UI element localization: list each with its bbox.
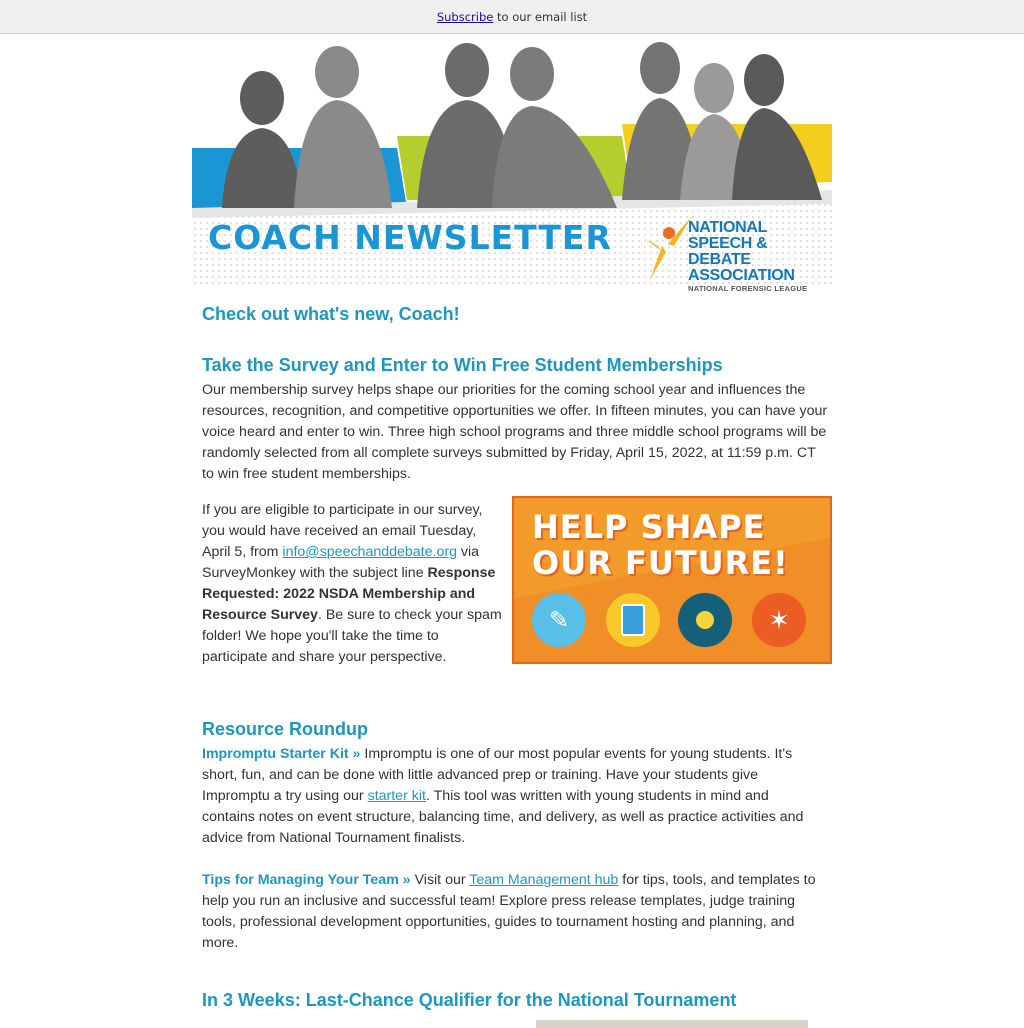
team-text-b: for tips, tools, and templates to help you run an inclusive and successful team! Explore press release templates, judge training tools, professional development opportunities, guides to tournament hosting and planning, and more. [202, 872, 816, 951]
starter-kit-link[interactable]: starter kit [367, 788, 426, 804]
info-email-link[interactable]: info@speechanddebate.org [282, 544, 457, 560]
org-line-3: ASSOCIATION [688, 267, 795, 284]
impromptu-text-a: Impromptu is one of our most popular events for young students. It's short, fun, and can be done with little advanced prep or training. Have your students give Impromptu a try using our [202, 746, 793, 804]
qualifier-image [536, 1020, 808, 1028]
email-subject-line: Response Requested: 2022 NSDA Membership and Resource Survey [202, 565, 496, 623]
team-tips-kicker-link[interactable]: Tips for Managing Your Team » [202, 872, 411, 888]
resource-roundup-heading: Resource Roundup [202, 719, 369, 739]
banner-line-1: HELP SHAPE [532, 508, 766, 546]
survey-eligibility-paragraph [202, 500, 502, 668]
banner-icon-pencil: ✎ [532, 593, 586, 647]
org-name [688, 220, 832, 294]
help-shape-banner[interactable] [512, 496, 832, 664]
subscribe-suffix: to our email list [493, 9, 588, 24]
qualifier-heading: In 3 Weeks: Last-Chance Qualifier for the National Tournament [202, 990, 737, 1010]
impromptu-text-b: . This tool was written with young students in mind and contains notes on event structure, balancing time, and delivery, as well as practice activities and advice from National Tournament finalists. [202, 788, 804, 846]
survey-heading: Take the Survey and Enter to Win Free Student Memberships [202, 355, 723, 375]
org-line-4: NATIONAL FORENSIC LEAGUE [688, 284, 808, 293]
org-line-1: NATIONAL [688, 219, 768, 236]
eligibility-text-c: . Be sure to check your spam folder! We hope you'll take the time to participate and share your perspective. [202, 607, 502, 665]
eligibility-text-b: via SurveyMonkey with the subject line [202, 544, 480, 581]
team-management-paragraph [202, 870, 830, 954]
impromptu-kicker-link[interactable]: Impromptu Starter Kit » [202, 746, 361, 762]
subscribe-bar [0, 0, 1024, 34]
banner-line-2: OUR FUTURE! [532, 544, 789, 582]
newsletter-title: COACH NEWSLETTER [208, 218, 612, 257]
banner-icon-lightbulb [678, 593, 732, 647]
eligibility-text-a: If you are eligible to participate in our survey, you would have received an email Tuesday, April 5, from [202, 502, 483, 560]
impromptu-paragraph [202, 744, 820, 849]
banner-icon-star: ✶ [752, 593, 806, 647]
survey-paragraph: Our membership survey helps shape our priorities for the coming school year and influences the resources, recognition, and competitive opportunities we offer. In fifteen minutes, you can have your voice heard and enter to win. Three high school programs and three middle school programs will be randomly selected from all complete surveys submitted by Friday, April 15, 2022, at 11:59 p.m. CT to win free student memberships. [202, 382, 828, 482]
newsletter-header-banner [192, 40, 832, 293]
greeting-heading: Check out what's new, Coach! [202, 304, 460, 324]
org-line-2: SPEECH & DEBATE [688, 235, 768, 268]
team-text-a: Visit our [410, 872, 470, 888]
subscribe-link[interactable]: Subscribe [436, 9, 494, 24]
team-management-hub-link[interactable]: Team Management hub [469, 872, 619, 888]
banner-icon-tablet [606, 593, 660, 647]
